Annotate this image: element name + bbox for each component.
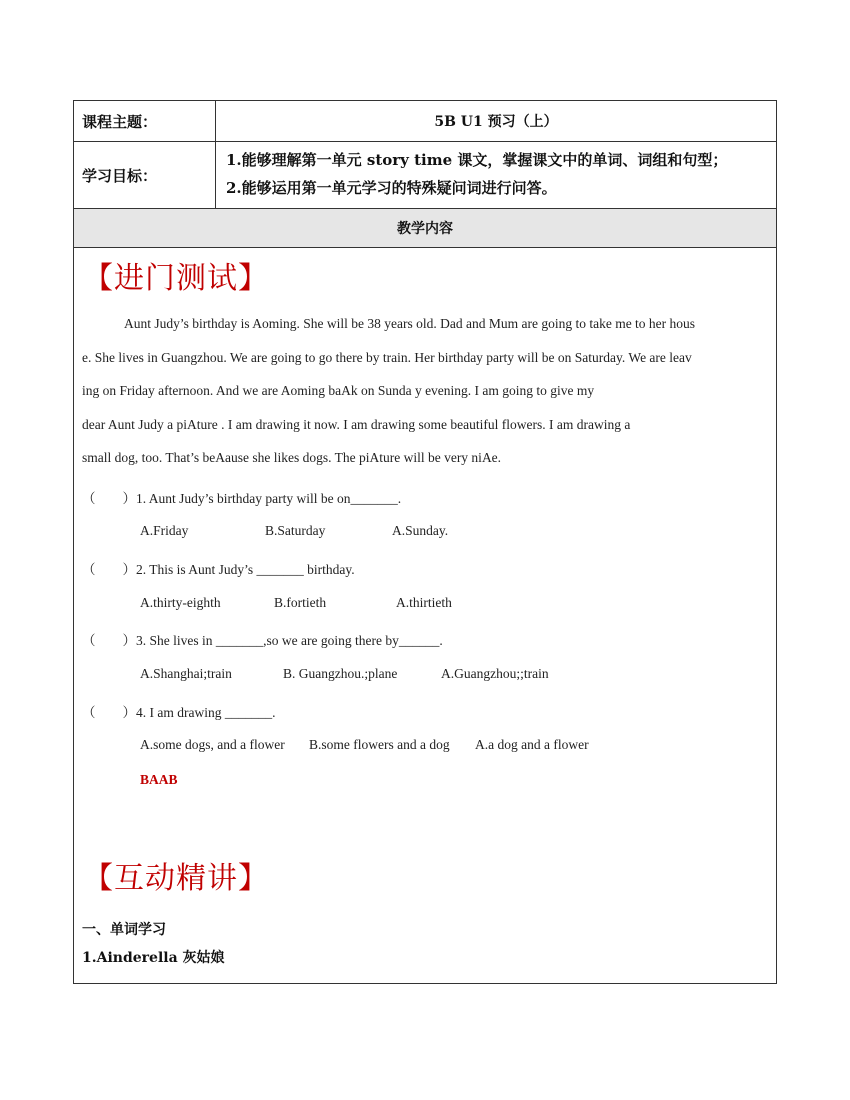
- question-text: 1. Aunt Judy’s birthday party will be on_______.: [136, 491, 402, 506]
- topic-label: 课程主题：: [74, 101, 216, 141]
- option-a: A.some dogs, and a flower: [140, 737, 285, 752]
- option-a: A.thirty-eighth: [140, 595, 221, 610]
- question-3: [82, 629, 443, 649]
- option-c: A.Guangzhou;;train: [441, 666, 549, 681]
- option-b: B. Guangzhou.;plane: [283, 666, 398, 681]
- section-header-row: [74, 209, 776, 248]
- question-text: 4. I am drawing _______.: [136, 705, 276, 720]
- goal-item: 1.能够理解第一单元 story time 课文，掌握课文中的单词、词组和句型；: [226, 151, 728, 169]
- option-c: A.thirtieth: [396, 595, 452, 610]
- question-text: 3. She lives in _______,so we are going there by______.: [136, 633, 443, 648]
- lesson-document: [73, 100, 777, 984]
- answer-key: BAAB: [140, 772, 178, 787]
- option-a: A.Friday: [140, 523, 189, 538]
- topic-value: 5B U1 预习（上）: [434, 114, 558, 130]
- section-title: 教学内容: [397, 221, 453, 237]
- question-2: [82, 558, 355, 578]
- goals-label: 学习目标：: [74, 142, 216, 208]
- option-b: B.some flowers and a dog: [309, 737, 450, 752]
- option-a: A.Shanghai;train: [140, 666, 232, 681]
- question-1: [82, 487, 401, 507]
- topic-row: [74, 101, 776, 142]
- goal-item: 2.能够运用第一单元学习的特殊疑问词进行问答。: [226, 179, 557, 197]
- vocab-section-title: 一、单词学习: [82, 922, 166, 938]
- answer-blank[interactable]: （ ）: [82, 491, 136, 506]
- option-b: B.fortieth: [274, 595, 327, 610]
- passage-line: small dog, too. That’s beAause she likes dogs. The piAture will be very niAe.: [82, 450, 502, 465]
- passage-line: Aunt Judy’s birthday is Aoming. She will be 38 years old. Dad and Mum are going to take me to her hous: [124, 316, 696, 331]
- lecture-heading: 【互动精讲】: [83, 861, 269, 896]
- goals-row: [74, 142, 776, 209]
- question-text: 2. This is Aunt Judy’s _______ birthday.: [136, 562, 355, 577]
- passage-line: dear Aunt Judy a piAture . I am drawing it now. I am drawing some beautiful flowers. I am drawing a: [82, 416, 631, 432]
- passage-line: ing on Friday afternoon. And we are Aoming baAk on Sunda y evening. I am going to give my: [82, 383, 595, 398]
- answer-blank[interactable]: （ ）: [82, 633, 136, 648]
- reading-passage: [82, 314, 772, 482]
- answer-blank[interactable]: （ ）: [82, 562, 136, 577]
- option-c: A.a dog and a flower: [475, 737, 589, 752]
- test-heading: 【进门测试】: [83, 261, 269, 296]
- goals-list: [226, 146, 772, 202]
- vocab-item: 1.Ainderella 灰姑娘: [82, 950, 225, 966]
- option-b: B.Saturday: [265, 523, 326, 538]
- question-4: [82, 701, 275, 721]
- answer-blank[interactable]: （ ）: [82, 705, 136, 720]
- option-c: A.Sunday.: [392, 523, 449, 538]
- passage-line: e. She lives in Guangzhou. We are going to go there by train. Her birthday party will be on Saturday. We are leav: [82, 349, 692, 365]
